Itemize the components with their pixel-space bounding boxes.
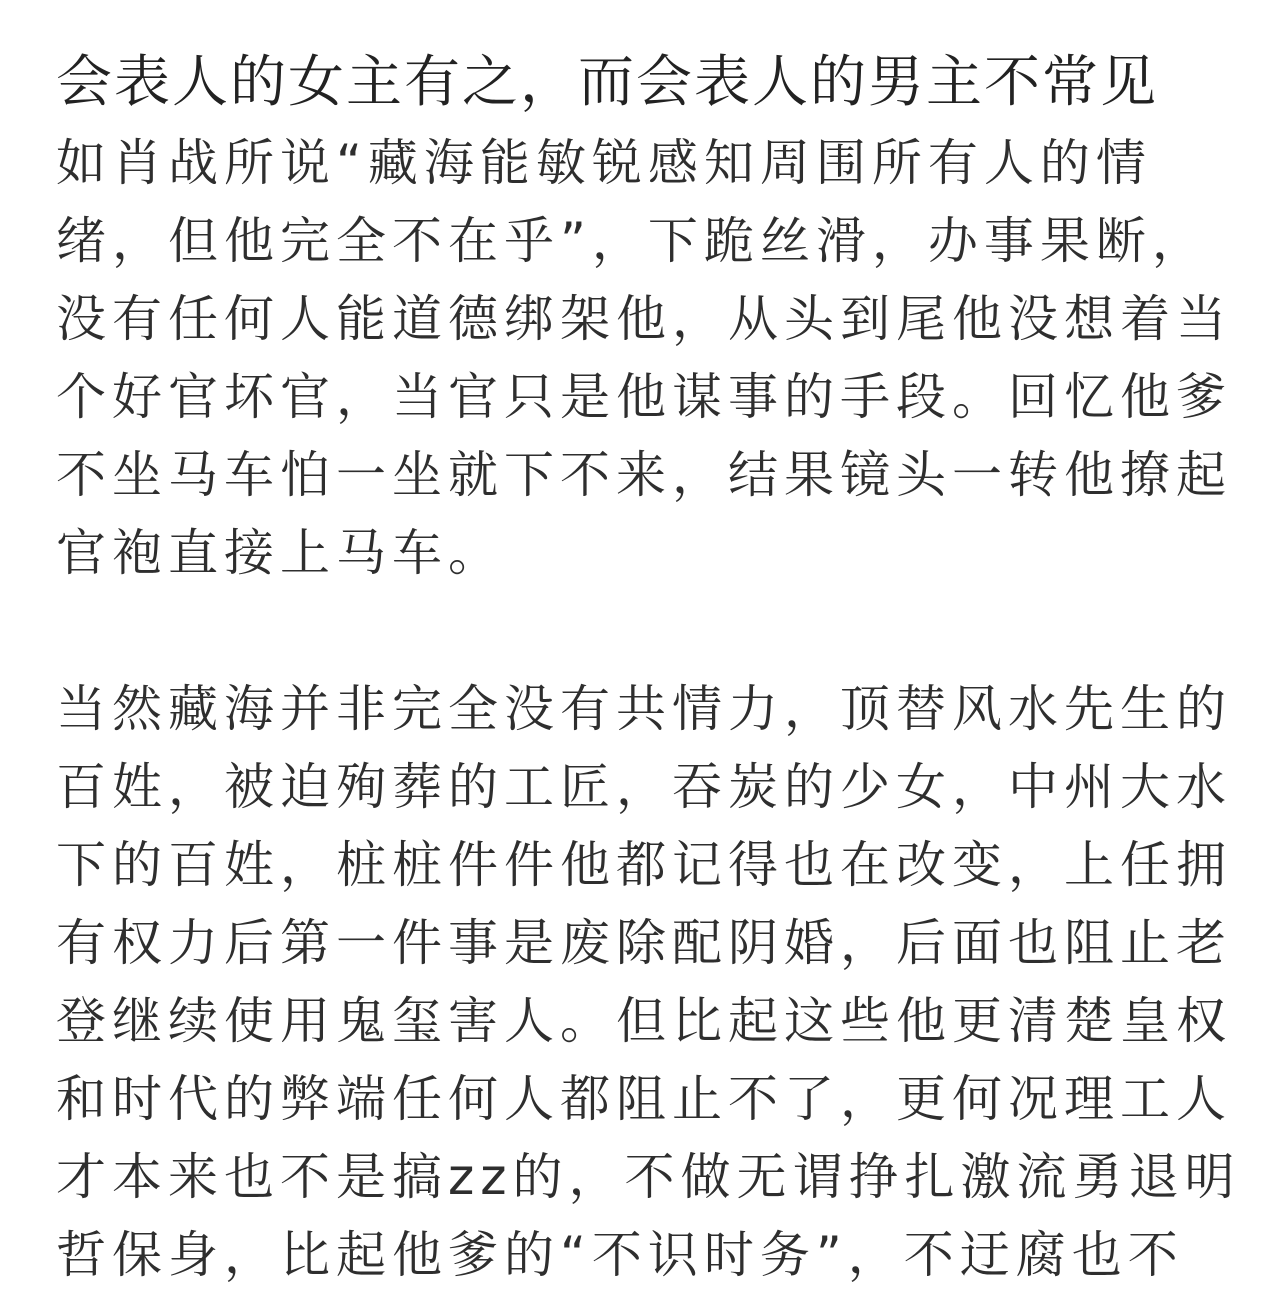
paragraph-line: 当然藏海并非完全没有共情力，顶替风水先生的 — [56, 680, 1232, 738]
paragraph-line: 绪，但他完全不在乎”，下跪丝滑，办事果断， — [56, 212, 1208, 270]
paragraph-line: 才本来也不是搞zz的，不做无谓挣扎激流勇退明 — [56, 1148, 1241, 1206]
paragraph-line: 没有任何人能道德绑架他，从头到尾他没想着当 — [56, 290, 1232, 348]
paragraph-line: 个好官坏官，当官只是他谋事的手段。回忆他爹 — [56, 368, 1232, 426]
paragraph-2 — [56, 670, 1241, 1294]
paragraph-line: 如肖战所说“藏海能敏锐感知周围所有人的情 — [56, 134, 1152, 192]
paragraph-line: 有权力后第一件事是废除配阴婚，后面也阻止老 — [56, 914, 1232, 972]
article-title: 会表人的女主有之，而会表人的男主不常见 — [56, 50, 1158, 115]
article — [56, 0, 1241, 1294]
paragraph-line: 百姓，被迫殉葬的工匠，吞炭的少女，中州大水 — [56, 758, 1232, 816]
paragraph-line: 和时代的弊端任何人都阻止不了，更何况理工人 — [56, 1070, 1232, 1128]
paragraph-line: 哲保身，比起他爹的“不识时务”，不迂腐也不 — [56, 1226, 1184, 1284]
paragraph-line: 官袍直接上马车。 — [56, 524, 504, 582]
paragraph-1 — [56, 124, 1232, 592]
paragraph-line: 登继续使用鬼玺害人。但比起这些他更清楚皇权 — [56, 992, 1232, 1050]
paragraph-line: 不坐马车怕一坐就下不来，结果镜头一转他撩起 — [56, 446, 1232, 504]
paragraph-line: 下的百姓，桩桩件件他都记得也在改变，上任拥 — [56, 836, 1232, 894]
